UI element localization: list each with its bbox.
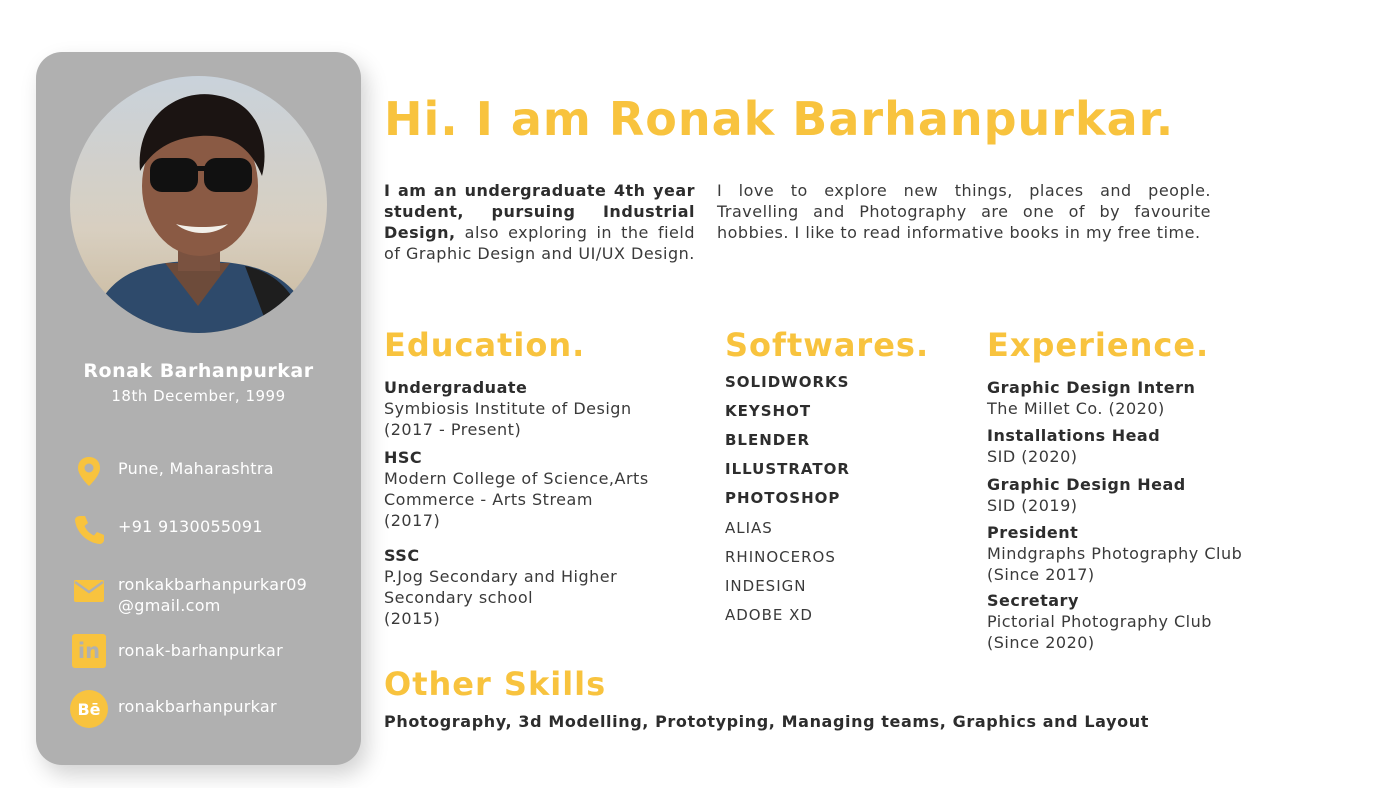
experience-role: Installations Head (987, 426, 1161, 445)
education-school: Symbiosis Institute of Design (384, 399, 632, 418)
education-item (384, 377, 632, 440)
profile-photo (70, 76, 327, 333)
experience-role: President (987, 523, 1079, 542)
intro-paragraph-1 (384, 180, 695, 264)
experience-org: Mindgraphs Photography Club (987, 544, 1243, 563)
education-degree: HSC (384, 448, 423, 467)
education-years: (2017) (384, 511, 441, 530)
software-item: ALIAS (725, 519, 773, 537)
experience-item (987, 590, 1212, 653)
software-item: ILLUSTRATOR (725, 460, 850, 478)
experience-org: The Millet Co. (2020) (987, 399, 1165, 418)
experience-item (987, 377, 1195, 419)
experience-years: (Since 2020) (987, 633, 1095, 652)
email-line-2: @gmail.com (118, 596, 221, 615)
location-text: Pune, Maharashtra (118, 459, 274, 478)
experience-role: Graphic Design Intern (987, 378, 1196, 397)
experience-title: Experience. (987, 326, 1210, 364)
experience-item (987, 474, 1186, 516)
education-school: Modern College of Science,Arts (384, 469, 649, 488)
software-item: RHINOCEROS (725, 548, 836, 566)
education-school: P.Jog Secondary and Higher (384, 567, 618, 586)
other-skills-title: Other Skills (384, 665, 607, 703)
education-item (384, 447, 649, 531)
email-text (118, 574, 307, 616)
contact-location (72, 454, 352, 488)
software-item: SOLIDWORKS (725, 373, 850, 391)
contact-email[interactable] (72, 574, 352, 616)
contact-behance[interactable] (72, 690, 352, 728)
email-icon (72, 574, 106, 608)
contact-phone[interactable] (72, 512, 352, 546)
phone-text: +91 9130055091 (118, 517, 263, 536)
software-item: INDESIGN (725, 577, 807, 595)
profile-card (36, 52, 361, 765)
software-item: KEYSHOT (725, 402, 812, 420)
linkedin-icon (72, 634, 106, 668)
experience-years: (Since 2017) (987, 565, 1095, 584)
profile-dob: 18th December, 1999 (111, 387, 286, 405)
contact-linkedin[interactable] (72, 634, 352, 668)
behance-icon (70, 690, 108, 728)
experience-role: Graphic Design Head (987, 475, 1186, 494)
experience-item (987, 522, 1242, 585)
experience-item (987, 425, 1160, 467)
intro-bold: I am an undergraduate 4th year student, pursuing Industrial Design, (384, 181, 695, 242)
behance-text: ronakbarhanpurkar (118, 697, 277, 716)
software-item: ADOBE XD (725, 606, 813, 624)
education-degree: SSC (384, 546, 420, 565)
software-item: PHOTOSHOP (725, 489, 841, 507)
other-skills-text: Photography, 3d Modelling, Prototyping, Managing teams, Graphics and Layout (384, 712, 1149, 731)
softwares-title: Softwares. (725, 326, 930, 364)
education-school-cont: Secondary school (384, 588, 534, 607)
education-years: (2017 - Present) (384, 420, 522, 439)
linkedin-icon-glyph: in (77, 639, 101, 663)
phone-icon (72, 512, 106, 546)
education-degree: Undergraduate (384, 378, 528, 397)
intro-rest: also exploring in the field of Graphic Design and UI/UX Design. (384, 223, 695, 263)
education-stream: Commerce - Arts Stream (384, 490, 593, 509)
software-item: BLENDER (725, 431, 811, 449)
intro-paragraph-2: I love to explore new things, places and people. Travelling and Photography are one of by favourite hobbies. I like to read informative books in my free time. (717, 181, 1211, 242)
linkedin-text: ronak-barhanpurkar (118, 641, 283, 660)
experience-role: Secretary (987, 591, 1079, 610)
profile-name: Ronak Barhanpurkar (83, 360, 314, 382)
page-title: Hi. I am Ronak Barhanpurkar. (384, 92, 1175, 146)
education-title: Education. (384, 326, 586, 364)
experience-org: SID (2019) (987, 496, 1078, 515)
email-line-1: ronkakbarhanpurkar09 (118, 575, 308, 594)
profile-photo-illustration (70, 76, 327, 333)
location-pin-icon (72, 454, 106, 488)
experience-org: Pictorial Photography Club (987, 612, 1212, 631)
education-item (384, 545, 617, 629)
experience-org: SID (2020) (987, 447, 1078, 466)
education-years: (2015) (384, 609, 441, 628)
behance-icon-glyph: Bē (77, 699, 101, 719)
